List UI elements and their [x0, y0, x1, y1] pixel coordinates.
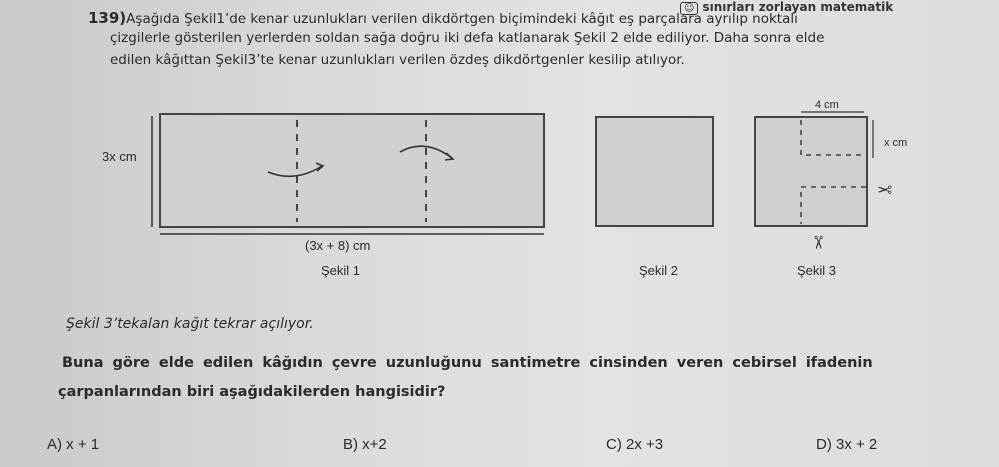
reopen-statement: Şekil 3’tekalan kağıt tekrar açılıyor. [66, 316, 314, 332]
figure-3-caption: Şekil 3 [797, 263, 837, 278]
option-a[interactable] [47, 436, 99, 453]
figure-1-width-label: (3x + 8) cm [305, 238, 371, 253]
prompt-line-1: Buna göre elde edilen kâğıdın çevre uzunluğunu santimetre cinsinden veren cebirsel ifadenin [62, 355, 873, 371]
option-d[interactable] [816, 436, 877, 453]
figure-3-side-label: x cm [884, 137, 908, 149]
option-c-text: 2x +3 [626, 436, 664, 453]
figure-1-rectangle [160, 114, 544, 227]
question-line-2: çizgilerle gösterilen yerlerden soldan sağa doğru iki defa katlanarak Şekil 2 elde ediliyor. Daha sonra elde [110, 30, 825, 46]
option-c[interactable] [606, 436, 663, 453]
scissors-icon: ✂ [877, 178, 893, 199]
option-d-letter: D) [816, 436, 832, 453]
figure-3-top-label: 4 cm [815, 99, 839, 111]
option-b-letter: B) [343, 436, 358, 453]
question-number: 139) [88, 9, 127, 27]
scissors-icon: ✂ [807, 234, 829, 251]
question-text-1: Aşağıda Şekil1’de kenar uzunlukları verilen dikdörtgen biçimindeki kâğıt eş parçalara ayrılıp noktalı [126, 11, 798, 27]
brand-logo-icon: ☺ [680, 2, 698, 15]
figure-2 [596, 117, 713, 226]
prompt-line-2: çarpanlarından biri aşağıdakilerden hangisidir? [58, 384, 446, 400]
option-d-text: 3x + 2 [836, 436, 878, 453]
figure-2-caption: Şekil 2 [639, 263, 679, 278]
figure-3-square [755, 117, 867, 226]
figure-2-square [596, 117, 713, 226]
figure-1-height-label: 3x cm [102, 149, 137, 164]
option-a-text: x + 1 [66, 436, 100, 453]
figure-1 [152, 114, 544, 234]
figure-3 [755, 112, 873, 226]
option-b-text: x+2 [362, 436, 387, 453]
option-b[interactable] [343, 436, 387, 453]
option-c-letter: C) [606, 436, 622, 453]
figure-1-caption: Şekil 1 [321, 263, 361, 278]
question-line-3: edilen kâğıttan Şekil3’te kenar uzunlukları verilen özdeş dikdörtgenler kesilip atılıyor. [110, 52, 685, 68]
brand-text: sınırları zorlayan matematik [702, 0, 894, 14]
option-a-letter: A) [47, 436, 62, 453]
